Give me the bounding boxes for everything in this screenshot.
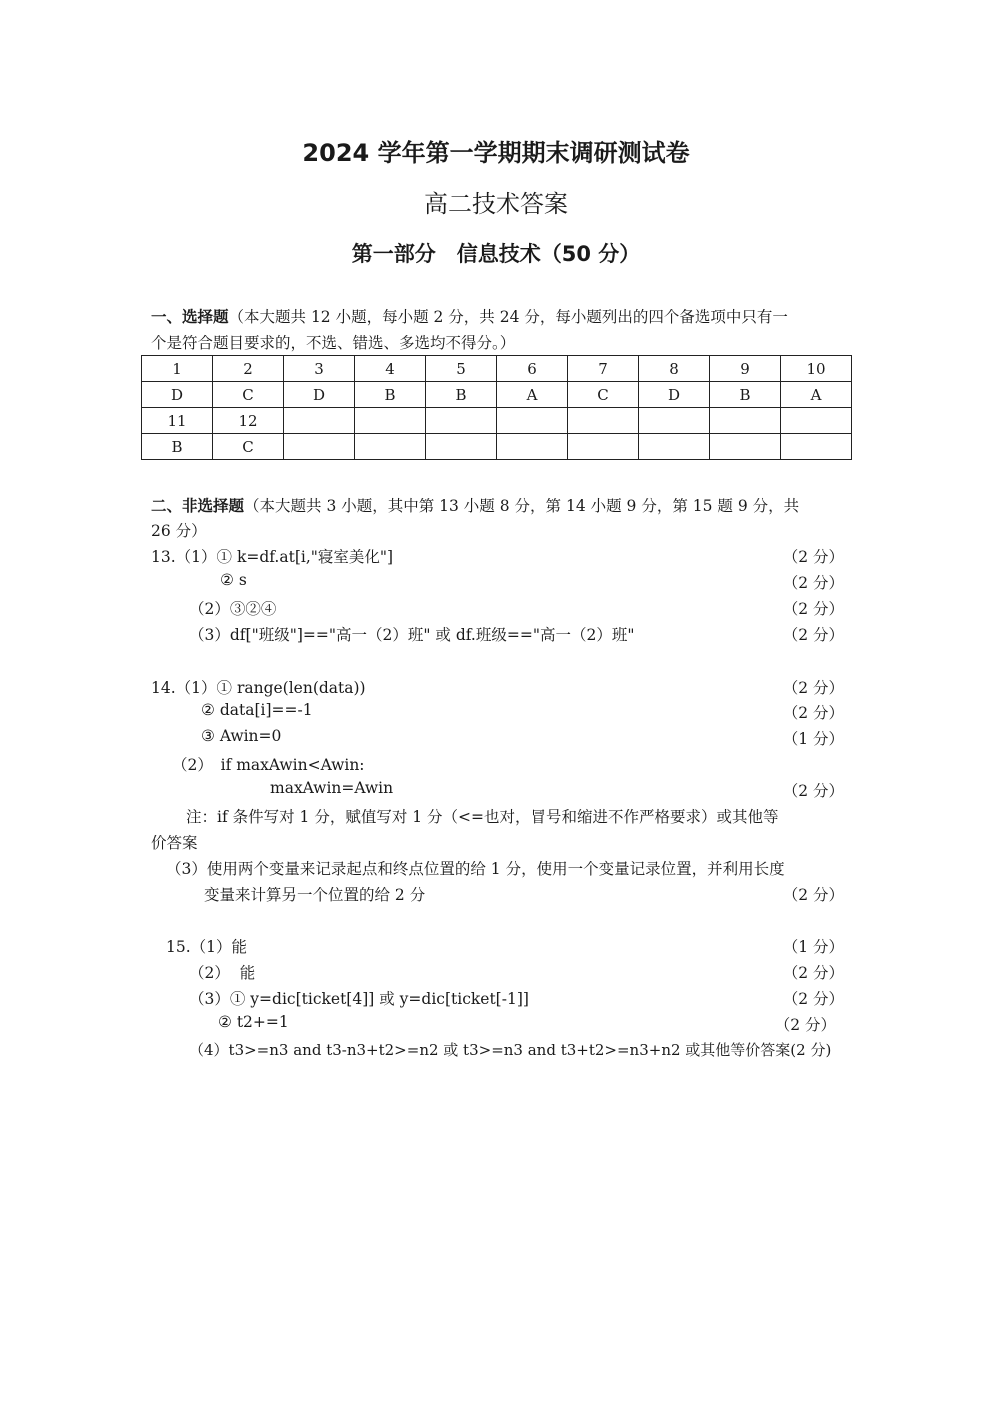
table-cell bbox=[781, 408, 852, 434]
table-cell: 2 bbox=[213, 356, 284, 382]
table-cell bbox=[568, 434, 639, 460]
doc-title: 2024 学年第一学期期末调研测试卷 bbox=[302, 139, 690, 167]
section2-desc-line2: 26 分） bbox=[151, 522, 207, 540]
table-cell: D bbox=[284, 382, 355, 408]
q14-line2: ② data[i]==-1 bbox=[201, 701, 313, 719]
table-cell bbox=[639, 434, 710, 460]
table-cell: 8 bbox=[639, 356, 710, 382]
q14-score5: （2 分） bbox=[782, 782, 844, 800]
table-cell: C bbox=[213, 434, 284, 460]
section2-heading: 二、非选择题 bbox=[151, 497, 245, 515]
table-cell bbox=[355, 434, 426, 460]
table-cell: 7 bbox=[568, 356, 639, 382]
answer-table bbox=[141, 355, 852, 460]
q13-line2: ② s bbox=[220, 571, 247, 589]
q14-line6a: （3）使用两个变量来记录起点和终点位置的给 1 分，使用一个变量记录位置，并利用长度 bbox=[166, 860, 785, 878]
table-cell: 12 bbox=[213, 408, 284, 434]
table-cell: 10 bbox=[781, 356, 852, 382]
q13-line4: （3）df["班级"]=="高一（2）班" 或 df.班级=="高一（2）班" bbox=[189, 626, 635, 644]
table-cell: C bbox=[213, 382, 284, 408]
table-cell: A bbox=[781, 382, 852, 408]
table-cell bbox=[497, 408, 568, 434]
table-cell bbox=[355, 408, 426, 434]
section1-desc-line2: 个是符合题目要求的，不选、错选、多选均不得分。） bbox=[151, 334, 516, 352]
q13-score2: （2 分） bbox=[782, 574, 844, 592]
table-row bbox=[142, 356, 852, 382]
table-cell: 3 bbox=[284, 356, 355, 382]
table-cell bbox=[781, 434, 852, 460]
table-row bbox=[142, 434, 852, 460]
table-cell: 6 bbox=[497, 356, 568, 382]
q15-score1: （1 分） bbox=[782, 938, 844, 956]
table-cell: 1 bbox=[142, 356, 213, 382]
table-cell: D bbox=[142, 382, 213, 408]
table-cell bbox=[568, 408, 639, 434]
table-cell bbox=[710, 434, 781, 460]
q15-line5: （4）t3>=n3 and t3-n3+t2>=n2 或 t3>=n3 and t3+t2>=n3+n2 或其他等价答案(2 分) bbox=[189, 1041, 832, 1059]
q13-score1: （2 分） bbox=[782, 548, 844, 566]
table-cell: 4 bbox=[355, 356, 426, 382]
q14-line3: ③ Awin=0 bbox=[201, 727, 282, 745]
q13-score4: （2 分） bbox=[782, 626, 844, 644]
section1-desc: （本大题共 12 小题，每小题 2 分，共 24 分，每小题列出的四个备选项中只有一 bbox=[228, 308, 788, 326]
q14-score6: （2 分） bbox=[782, 886, 844, 904]
q13-line3: （2）③②④ bbox=[189, 600, 277, 618]
table-cell: 9 bbox=[710, 356, 781, 382]
table-row bbox=[142, 382, 852, 408]
table-cell: 11 bbox=[142, 408, 213, 434]
q15-line4: ② t2+=1 bbox=[218, 1013, 289, 1031]
section1-line1 bbox=[151, 305, 788, 327]
q14-line4: （2） if maxAwin<Awin: bbox=[172, 756, 365, 774]
q15-line1: 15.（1）能 bbox=[166, 938, 248, 956]
q15-score3: （2 分） bbox=[782, 990, 844, 1008]
table-cell bbox=[497, 434, 568, 460]
q14-score2: （2 分） bbox=[782, 704, 844, 722]
table-cell: B bbox=[142, 434, 213, 460]
q15-score2: （2 分） bbox=[782, 964, 844, 982]
table-cell bbox=[284, 434, 355, 460]
table-cell: C bbox=[568, 382, 639, 408]
q15-score4: （2 分） bbox=[774, 1016, 836, 1034]
q14-note-line2: 价答案 bbox=[151, 834, 198, 852]
q14-line1: 14.（1）① range(len(data)) bbox=[151, 679, 366, 697]
table-cell: 5 bbox=[426, 356, 497, 382]
table-cell: B bbox=[355, 382, 426, 408]
table-cell bbox=[639, 408, 710, 434]
q15-line2: （2） 能 bbox=[189, 964, 256, 982]
part-heading: 第一部分 信息技术（50 分） bbox=[351, 242, 641, 266]
section2-desc: （本大题共 3 小题，其中第 13 小题 8 分，第 14 小题 9 分，第 15 题 9 分，共 bbox=[244, 497, 800, 515]
table-cell: D bbox=[639, 382, 710, 408]
q14-score1: （2 分） bbox=[782, 679, 844, 697]
q13-line1: 13.（1）① k=df.at[i,"寝室美化"] bbox=[151, 548, 394, 566]
section1-heading: 一、选择题 bbox=[151, 308, 229, 326]
q15-line3: （3）① y=dic[ticket[4]] 或 y=dic[ticket[-1]] bbox=[189, 990, 529, 1008]
table-cell bbox=[710, 408, 781, 434]
q13-score3: （2 分） bbox=[782, 600, 844, 618]
table-cell bbox=[426, 408, 497, 434]
q14-score3: （1 分） bbox=[782, 730, 844, 748]
doc-subtitle: 高二技术答案 bbox=[424, 190, 568, 218]
table-cell: B bbox=[426, 382, 497, 408]
table-cell: B bbox=[710, 382, 781, 408]
table-cell bbox=[284, 408, 355, 434]
section2-line1 bbox=[151, 494, 799, 516]
q14-line5: maxAwin=Awin bbox=[270, 779, 394, 797]
table-cell bbox=[426, 434, 497, 460]
q14-line6b: 变量来计算另一个位置的给 2 分 bbox=[204, 886, 426, 904]
table-cell: A bbox=[497, 382, 568, 408]
q14-note-line1: 注：if 条件写对 1 分，赋值写对 1 分（<=也对，冒号和缩进不作严格要求）或其他等 bbox=[186, 808, 779, 826]
table-row bbox=[142, 408, 852, 434]
